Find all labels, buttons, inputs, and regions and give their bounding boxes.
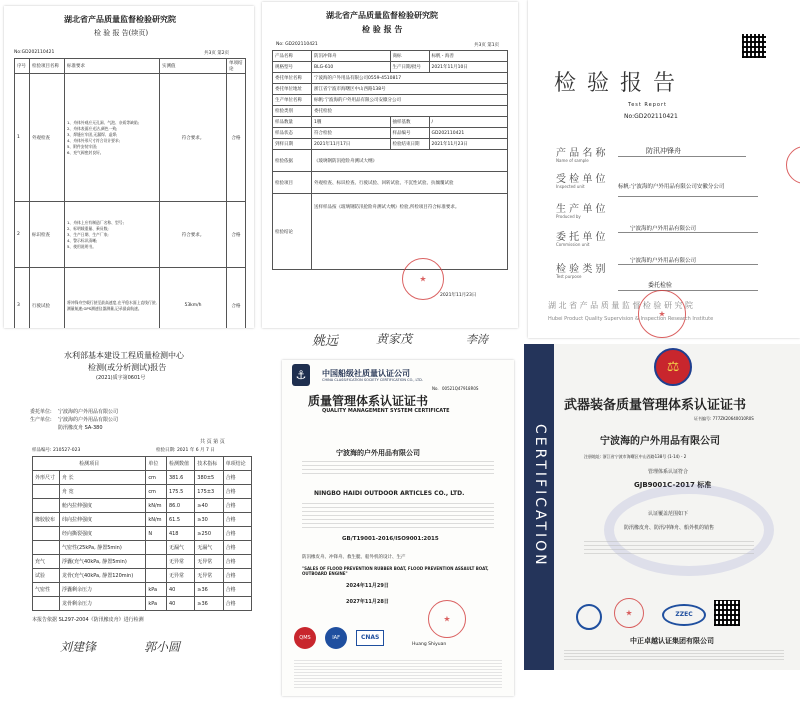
- doc5-org-cn: 中国船级社质量认证公司: [322, 369, 410, 378]
- banner-text: CERTIFICATION: [532, 424, 548, 568]
- cell-spec: ≥30: [195, 513, 223, 527]
- report-cover-page: [528, 0, 800, 338]
- table-row: [33, 569, 252, 583]
- doc3-report-no: No:GD202110421: [624, 113, 678, 120]
- table-row: [273, 139, 508, 150]
- doc3-subtitle: Test Report: [628, 102, 668, 108]
- doc5-cert-no: 00521Q47918R0S: [442, 386, 479, 391]
- doc5-expiry: 2027年11月28日: [346, 599, 389, 605]
- field-sublabel: Produced by: [556, 214, 581, 219]
- cell-value: 符合要求。: [160, 74, 227, 202]
- cell-unit: kPa: [146, 597, 167, 611]
- doc3-org-en: Hubei Product Quality Supervision & Inspection Research Institute: [548, 316, 714, 322]
- cell-item: 龙骨剩余压力: [60, 597, 146, 611]
- cell-label: 产品名称: [273, 51, 312, 62]
- validity-lines: [584, 540, 754, 554]
- cell-label: 到样日期: [273, 139, 312, 150]
- table-row: [33, 555, 252, 569]
- table-row: [273, 51, 508, 62]
- cell-value: 418: [166, 527, 194, 541]
- cell-value: 40: [166, 583, 194, 597]
- doc6-scope: 防汛橡皮舟、防汛冲锋舟、船外机的销售: [624, 525, 715, 531]
- table-row: [273, 106, 508, 117]
- cell-value: /: [429, 117, 508, 128]
- doc4-page: 共 页 第 页: [200, 439, 225, 445]
- field-value: 委托检验: [648, 282, 673, 289]
- doc4-sample: 防汛橡皮舟 SA-380: [58, 425, 103, 431]
- cell-label: 检验依据: [273, 150, 312, 172]
- cell-unit: [146, 569, 167, 583]
- th-req: 标准要求: [65, 59, 160, 74]
- certification-seal: [428, 600, 466, 638]
- signature-1: 姚远: [312, 334, 339, 349]
- cell-unit: [146, 555, 167, 569]
- th-result: 单项结论: [227, 59, 246, 74]
- cell-group: [33, 527, 60, 541]
- cell-label: 样品数量: [273, 117, 312, 128]
- cnas-logo-icon: [576, 604, 602, 630]
- cell-value: 送样样品按《玻璃钢防汛抢险舟测试大纲》检验,所检项目符合标准要求。: [312, 194, 508, 270]
- cell-spec: ≥36: [195, 597, 223, 611]
- inspection-seal: [402, 258, 444, 300]
- doc4-title-line2: 检测(或分析测试)报告: [88, 363, 167, 372]
- doc4-sample-no: 样品编号: 210527-023: [32, 448, 81, 453]
- table-row: [33, 597, 252, 611]
- anchor-logo: ⚓: [292, 364, 310, 386]
- table-row: [33, 527, 252, 541]
- cell-unit: cm: [146, 485, 167, 499]
- doc5-title-en: QUALITY MANAGEMENT SYSTEM CERTIFICATE: [322, 408, 450, 414]
- cell-item: 浮囊(充气40kPa, 静置5min): [60, 555, 146, 569]
- table-row: [33, 513, 252, 527]
- zzec-logo-icon: ZZEC: [662, 604, 706, 626]
- doc4-producer-label: 生产单位:: [30, 417, 52, 423]
- doc3-org-cn: 湖 北 省 产 品 质 量 监 督 检 验 研 究 院: [548, 301, 694, 310]
- table-row: [33, 485, 252, 499]
- cell-value: 外观检查、标识检查、行驶试验、回转试验、不沉性试验、抗倾覆试验: [312, 172, 508, 194]
- cell-value: 无异常: [166, 555, 194, 569]
- cell-group: [33, 485, 60, 499]
- field-sublabel: Inspected unit: [556, 184, 585, 189]
- cell-value: 委托检验: [312, 106, 508, 117]
- cell-value: 无漏气: [166, 541, 194, 555]
- field-sublabel: Name of sample: [556, 158, 589, 163]
- certification-banner: [524, 344, 554, 670]
- qms-logo-icon: QMS: [294, 627, 316, 649]
- quality-management-certificate: [282, 360, 514, 696]
- cell-value: 53km/h: [160, 268, 227, 329]
- address-lines: [302, 458, 494, 474]
- cell-result: 合格: [223, 541, 251, 555]
- cell-label: 规格型号: [273, 62, 312, 73]
- cell-group: 气密性: [33, 583, 60, 597]
- doc6-standard: GJB9001C-2017 标准: [634, 481, 712, 489]
- cell-req: 将冲锋舟空载行驶至最高速度,在平稳水面上直线行驶,测量航速;GPS测速仪器测量,记录最高航速。: [65, 268, 160, 329]
- address-lines-en: [302, 500, 494, 528]
- table-row: [15, 268, 246, 329]
- qr-code: [742, 34, 766, 58]
- cell-result: 合格: [223, 513, 251, 527]
- cell-group: 外形尺寸: [33, 471, 60, 485]
- cell-spec: ≥250: [195, 527, 223, 541]
- doc4-date: 检验日期: 2021 年 6 月 7 日: [156, 448, 215, 453]
- cell-item: 标识检查: [30, 202, 65, 268]
- cell-group: [33, 541, 60, 555]
- doc6-scope-title: 认证覆盖范围如下: [648, 511, 689, 517]
- table-row: [273, 150, 508, 172]
- cell-spec: ≥40: [195, 499, 223, 513]
- cell-spec: 无异常: [195, 555, 223, 569]
- doc2-report-no: No: GD202110421: [276, 42, 318, 47]
- doc4-report-no: (2021)质字第0601号: [96, 375, 146, 381]
- cell-item: 外观检查: [30, 74, 65, 202]
- cell-label: 检验结束日期: [390, 139, 429, 150]
- cell-value: 标帆・海善: [429, 51, 508, 62]
- table-row: [273, 128, 508, 139]
- doc4-footer: 本报告依据 SL297-2004《防汛橡皮舟》进行检测: [32, 617, 144, 623]
- partial-seal: [786, 146, 800, 184]
- cell-item: 舟 宽: [60, 485, 146, 499]
- cell-spec: ≥36: [195, 583, 223, 597]
- th-unit: 单位: [146, 457, 167, 471]
- doc6-standard-title: 管理体系认证符合: [648, 469, 689, 475]
- table-row: [33, 499, 252, 513]
- cell-unit: kN/m: [146, 499, 167, 513]
- table-row: [273, 62, 508, 73]
- cell-value: 175.5: [166, 485, 194, 499]
- cell-label: 生产日期/批号: [390, 62, 429, 73]
- cell-value: 2021年11月10日: [429, 62, 508, 73]
- doc4-client-label: 委托单位:: [30, 409, 52, 415]
- table-row: [273, 73, 508, 84]
- field-label: 生 产 单 位: [556, 204, 606, 215]
- cell-label: 样品状态: [273, 128, 312, 139]
- doc5-cert-no-label: No.: [432, 386, 439, 391]
- cell-label: 商标: [390, 51, 429, 62]
- cell-req: 1、舟体上应有制造厂名称、型号; 2、标明载重量、乘员数; 3、生产日期、生产厂家; 4、警示标识清晰; 5、使用说明书。: [65, 202, 160, 268]
- cell-value: 符合检验: [312, 128, 391, 139]
- doc2-page-number: 共3页 第1页: [474, 43, 500, 48]
- weapon-equipment-certificate: [524, 344, 800, 670]
- doc5-sign-name: Huang Shiyuan: [412, 642, 447, 647]
- cell-spec: 无异常: [195, 569, 223, 583]
- fine-print: [564, 648, 784, 660]
- field-label: 委 托 单 位: [556, 232, 606, 243]
- th-result: 单项结论: [223, 457, 251, 471]
- cell-value: 61.5: [166, 513, 194, 527]
- table-row: [273, 117, 508, 128]
- cell-value: 符合要求。: [160, 202, 227, 268]
- doc6-cert-no: 证书编号: 777ZK20640010R0S: [694, 416, 754, 421]
- table-row: [273, 84, 508, 95]
- signature-3: 李涛: [466, 333, 488, 346]
- table-row: [33, 471, 252, 485]
- doc2-title: 湖北省产品质量监督检验研究院: [326, 10, 438, 20]
- cell-group: 橡胶胶布: [33, 513, 60, 527]
- cell-unit: [146, 541, 167, 555]
- cell-result: 合格: [223, 485, 251, 499]
- cell-value: 40: [166, 597, 194, 611]
- th-item: 检验项目名称: [30, 59, 65, 74]
- doc4-test-table: [32, 456, 252, 611]
- cell-label: 检验结论: [273, 194, 312, 270]
- cell-value: 381.6: [166, 471, 194, 485]
- table-row: [273, 194, 508, 270]
- report-continuation-page: [4, 6, 254, 328]
- qr-code: [714, 600, 740, 626]
- doc2-info-table: [272, 50, 508, 270]
- cell-spec: 380±5: [195, 471, 223, 485]
- doc5-scope-en: "SALES OF FLOOD PREVENTION RUBBER BOAT, FLOOD PREVENTION ASSAULT BOAT, OUTBOARD ENGINE": [302, 566, 489, 576]
- field-value: 宁波海的户外用品有限公司: [630, 258, 697, 264]
- doc1-subtitle: 检 验 报 告(续页): [94, 29, 149, 37]
- cell-item: 浮囊剩余压力: [60, 583, 146, 597]
- cell-result: 合格: [223, 527, 251, 541]
- field-value: 标帆:宁波海的户外用品有限公司安徽分公司: [618, 184, 725, 190]
- cell-result: 合格: [227, 202, 246, 268]
- doc1-report-no: No:GD202110421: [14, 50, 55, 55]
- doc1-title: 湖北省产品质量监督检验研究院: [64, 14, 176, 24]
- cell-unit: kN/m: [146, 513, 167, 527]
- table-row: [15, 202, 246, 268]
- th-no: 序号: [15, 59, 30, 74]
- cell-value: 宁波海的户外用品有限公司0559-4510817: [312, 73, 508, 84]
- table-row: [33, 583, 252, 597]
- cnas-logo-icon: CNAS: [356, 630, 384, 646]
- cell-result: 合格: [223, 597, 251, 611]
- water-resources-report: [4, 346, 264, 704]
- doc5-issue: 2024年11月29日: [346, 583, 389, 589]
- th-value: 实测值: [160, 59, 227, 74]
- doc1-page-number: 共3页 第2页: [204, 51, 230, 56]
- iaf-logo-icon: IAF: [325, 627, 347, 649]
- inspection-seal: [638, 290, 686, 338]
- cell-group: [33, 597, 60, 611]
- cell-label: 委托单位名称: [273, 73, 312, 84]
- doc5-scope-cn: 防汛橡皮舟、冲锋舟、救生艇、船外机的设计、生产: [302, 555, 406, 560]
- doc6-address: 注册地址: 浙江省宁波市海曙区中山西路138号 (1-14) - 2: [584, 454, 687, 459]
- doc5-standard: GB/T19001-2016/ISO9001:2015: [342, 536, 439, 542]
- certification-seal: [614, 598, 644, 628]
- cell-result: 合格: [227, 74, 246, 202]
- cell-value: 防汛冲锋舟: [312, 51, 391, 62]
- cell-label: 样品编号: [390, 128, 429, 139]
- doc2-issue-date: 2021年11月23日: [440, 293, 477, 298]
- field-sublabel: Test purpose: [556, 274, 582, 279]
- emblem-icon: ⚖: [654, 348, 692, 386]
- logo-row: [294, 624, 384, 649]
- cell-value: 2021年11月17日: [312, 139, 391, 150]
- report-first-page: [262, 2, 518, 328]
- doc5-company-cn: 宁波海的户外用品有限公司: [336, 449, 420, 457]
- table-row: [273, 172, 508, 194]
- field-sublabel: Commission unit: [556, 242, 590, 247]
- cell-result: 合格: [223, 471, 251, 485]
- field-label: 检 验 类 别: [556, 264, 606, 275]
- field-value: 宁波海的户外用品有限公司: [630, 226, 697, 232]
- cell-spec: 无漏气: [195, 541, 223, 555]
- table-row: [33, 541, 252, 555]
- doc6-title: 武器装备质量管理体系认证证书: [564, 398, 747, 413]
- doc4-title-line1: 水利部基本建设工程质量检测中心: [64, 351, 184, 360]
- cell-label: 委托单位地址: [273, 84, 312, 95]
- table-row: [273, 95, 508, 106]
- doc6-company: 宁波海的户外用品有限公司: [600, 436, 720, 447]
- cell-result: 合格: [223, 499, 251, 513]
- cell-value: 标帆:宁波海的户外用品有限公司安徽分公司: [312, 95, 508, 106]
- cell-value: BLG-610: [312, 62, 391, 73]
- cell-item: 纬向拉伸强度: [60, 513, 146, 527]
- doc3-title: 检 验 报 告: [554, 71, 677, 96]
- doc5-company-en: NINGBO HAIDI OUTDOOR ARTICLES CO., LTD.: [314, 490, 465, 497]
- signature-1: 刘建锋: [60, 640, 97, 654]
- doc5-org-en: CHINA CLASSIFICATION SOCIETY CERTIFICATION CO., LTD.: [322, 378, 423, 382]
- cell-req: 1、舟体外观应无孔洞、气泡、杂质等缺陷; 2、舟体表面应光洁,颜色一致; 3、焊缝应牢固,无漏焊、虚焊; 4、舟体外形尺寸符合设计要求; 5、附件安装牢固; 6、充气阀密封良好。: [65, 74, 160, 202]
- cell-item: 舱内拉伸强度: [60, 499, 146, 513]
- table-row: [15, 74, 246, 202]
- cell-result: 合格: [223, 555, 251, 569]
- cell-result: 合格: [227, 268, 246, 329]
- cell-group: 试验: [33, 569, 60, 583]
- field-label: 产 品 名 称: [556, 148, 606, 159]
- doc2-subtitle: 检 验 报 告: [362, 24, 403, 34]
- cell-value: GD202110421: [429, 128, 508, 139]
- doc4-producer: 宁波海的户外用品有限公司: [58, 417, 119, 423]
- cell-no: 3: [15, 268, 30, 329]
- doc4-client: 宁波海的户外用品有限公司: [58, 409, 119, 415]
- cell-value: 1艘: [312, 117, 391, 128]
- cell-label: 生产单位名称: [273, 95, 312, 106]
- cell-label: 检验项目: [273, 172, 312, 194]
- cell-group: [33, 499, 60, 513]
- cell-item: 气密性(25kPa, 静置5min): [60, 541, 146, 555]
- fine-print: [294, 658, 502, 688]
- doc6-org: 中正卓越认证集团有限公司: [630, 637, 714, 645]
- cell-value: 86.0: [166, 499, 194, 513]
- cell-item: 行驶试验: [30, 268, 65, 329]
- cell-no: 2: [15, 202, 30, 268]
- cell-item: 舟 长: [60, 471, 146, 485]
- cell-result: 合格: [223, 583, 251, 597]
- cell-value: 浙江省宁波市海曙区中山西路138号: [312, 84, 508, 95]
- cell-value: 《玻璃钢防汛抢险舟测试大纲》: [312, 150, 508, 172]
- th-item: 检测项目: [33, 457, 146, 471]
- cell-group: 充气: [33, 555, 60, 569]
- cell-unit: N: [146, 527, 167, 541]
- cell-unit: cm: [146, 471, 167, 485]
- cell-unit: kPa: [146, 583, 167, 597]
- cell-label: 抽样基数: [390, 117, 429, 128]
- field-value: 防汛冲锋舟: [646, 147, 681, 155]
- th-value: 检测数值: [166, 457, 194, 471]
- cell-label: 检验类别: [273, 106, 312, 117]
- cell-item: 经向撕裂强度: [60, 527, 146, 541]
- doc5-title-cn: 质量管理体系认证证书: [308, 394, 429, 408]
- signature-2: 郭小圆: [144, 640, 181, 654]
- signature-2: 黄家茂: [376, 332, 413, 346]
- cell-no: 1: [15, 74, 30, 202]
- doc1-test-table: [14, 58, 246, 328]
- cell-value: 无异常: [166, 569, 194, 583]
- th-spec: 技术指标: [195, 457, 223, 471]
- cell-spec: 175±3: [195, 485, 223, 499]
- field-label: 受 检 单 位: [556, 174, 606, 185]
- cell-item: 龙骨(充气40kPa, 静置120min): [60, 569, 146, 583]
- cell-result: 合格: [223, 569, 251, 583]
- cell-value: 2021年11月23日: [429, 139, 508, 150]
